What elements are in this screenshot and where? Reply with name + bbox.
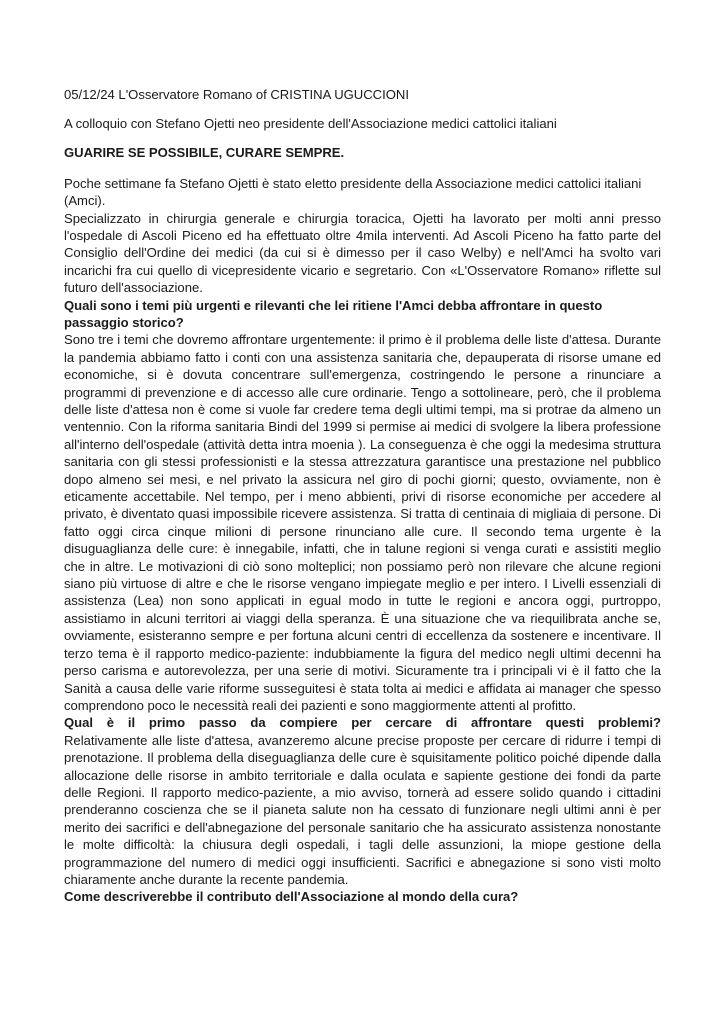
interview-question-1: Quali sono i temi più urgenti e rilevanti che lei ritiene l'Amci debba affrontare in questo passaggio storico? bbox=[64, 297, 603, 330]
lead-paragraph-2: Specializzato in chirurgia generale e chirurgia toracica, Ojetti ha lavorato per molti anni presso l'ospedale di Ascoli Piceno ed ha effettuato oltre 4mila interventi. Ad Ascoli Piceno ha fatto parte del Consiglio dell'Ordine dei medici (da cui si è dimesso per il caso Welby) e nell'Amci ha svolto vari incarichi fra cui quello di vicepresidente vicario e segretario. Con «L'Osservatore Romano» riflette sul futuro dell'associazione. bbox=[64, 210, 661, 296]
interview-question-3: Come descriverebbe il contributo dell'Associazione al mondo della cura? bbox=[64, 889, 519, 905]
article-standfirst: A colloquio con Stefano Ojetti neo presidente dell'Associazione medici cattolici italiani bbox=[64, 115, 557, 131]
lead-paragraph-1: Poche settimane fa Stefano Ojetti è stato eletto presidente della Associazione medici cattolici italiani (Amci). bbox=[64, 175, 642, 209]
article-meta-line: 05/12/24 L'Osservatore Romano of CRISTINA UGUCCIONI bbox=[64, 87, 409, 102]
interview-answer-1: Sono tre i temi che dovremo affrontare urgentemente: il primo è il problema delle liste d'attesa. Durante la pandemia abbiamo fatto i conti con una assistenza sanitaria che, depauperata di risorse umane ed economiche, si è dovuta concentrare sull'emergenza, costringendo le persone a rinunciare a programmi di prevenzione e di accesso alle cure ordinarie. Tengo a sottolineare, però, che il problema delle liste d'attesa non è come si vuole far credere tema degli ultimi tempi, ma si protrae da almeno un ventennio. Con la riforma sanitaria Bindi del 1999 si permise ai medici di svolgere la libera professione all'interno dell'ospedale (attività detta intra moenia ). La conseguenza è che oggi la medesima struttura sanitaria con gli stessi professionisti e la stessa attrezzatura garantisce una prestazione nel pubblico dopo almeno sei mesi, e nel privato la assicura nel giro di pochi giorni; questo, ovviamente, non è eticamente accettabile. Nel tempo, per i meno abbienti, privi di risorse economiche per accedere al privato, è diventato quasi impossibile ricevere assistenza. Si tratta di centinaia di migliaia di persone. Di fatto oggi circa cinque milioni di persone rinunciano alle cure. Il secondo tema urgente è la disuguaglianza delle cure: è innegabile, infatti, che in talune regioni si venga curati e assistiti meglio che in altre. Le motivazioni di ciò sono molteplici; non possiamo però non rilevare che alcune regioni siano più virtuose di altre e che le risorse vengano impiegate meglio e per intero. I Livelli essenziali di assistenza (Lea) non sono applicati in egual modo in tutte le regioni e ancora oggi, purtroppo, assistiamo in alcuni territori ai viaggi della speranza. È una situazione che va riequilibrata anche se, ovviamente, esisteranno sempre e per fortuna alcuni centri di eccellenza da sostenere e incentivare. Il terzo tema è il rapporto medico-paziente: indubbiamente la figura del medico negli ultimi decenni ha perso carisma e autorevolezza, per una serie di motivi. Sicuramente tra i principali vi è il fatto che la Sanità a causa delle varie riforme susseguitesi è stata tolta ai medici e affidata ai manager che spesso comprendono poco le necessità reali dei pazienti e sono maggiormente attenti al profitto. bbox=[64, 332, 661, 713]
document-content bbox=[64, 86, 661, 906]
interview-answer-2: Relativamente alle liste d'attesa, avanzeremo alcune precise proposte per cercare di ridurre i tempi di prenotazione. Il problema della diseguaglianza delle cure è squisitamente politico poiché dipende dalla allocazione delle risorse in ambito territoriale e dalla oculata e sapiente gestione dei fondi da parte delle Regioni. Il rapporto medico-paziente, a mio avviso, tornerà ad essere solido quando i cittadini prenderanno coscienza che se il pianeta salute non ha cessato di funzionare negli ultimi anni è per merito dei sacrifici e dell'abnegazione del personale sanitario che ha assicurato assistenza nonostante le molte difficoltà: la chiusura degli ospedali, i tagli delle assunzioni, la miope gestione della programmazione del numero di medici oggi insufficienti. Sacrifici e abnegazione si sono visti molto chiaramente anche durante la recente pandemia. bbox=[64, 732, 661, 887]
interview-question-2: Qual è il primo passo da compiere per cercare di affrontare questi problemi? bbox=[64, 715, 661, 731]
article-headline: GUARIRE SE POSSIBILE, CURARE SEMPRE. bbox=[64, 145, 345, 161]
